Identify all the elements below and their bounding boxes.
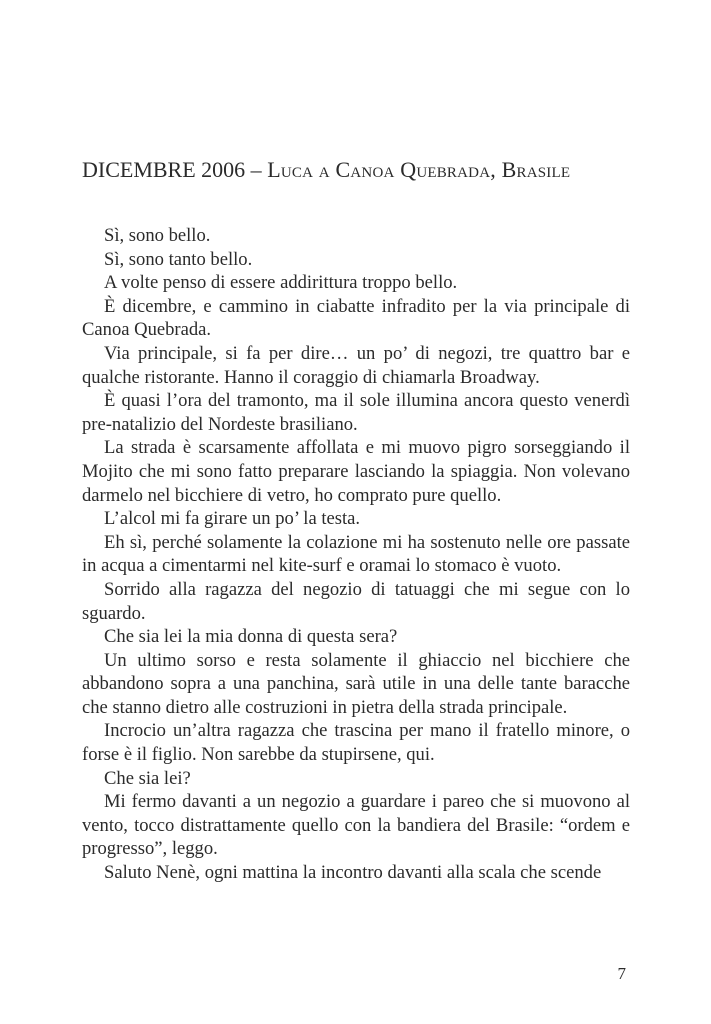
paragraph: Incrocio un’altra ragazza che trascina per mano il fratello minore, o forse è il figlio. Non sarebbe da stupirsene, qui. bbox=[82, 720, 630, 766]
paragraph: Che sia lei? bbox=[104, 767, 191, 789]
body-text bbox=[82, 224, 630, 885]
paragraph: Saluto Nenè, ogni mattina la incontro davanti alla scala che scende bbox=[104, 862, 602, 884]
paragraph: Sì, sono bello. bbox=[104, 225, 211, 246]
paragraph: L’alcol mi fa girare un po’ la testa. bbox=[104, 508, 361, 530]
paragraph: È dicembre, e cammino in ciabatte infradito per la via principale di Canoa Quebrada. bbox=[82, 295, 630, 341]
book-page bbox=[82, 0, 630, 1024]
paragraph: Un ultimo sorso e resta solamente il ghiaccio nel bicchiere che abbandono sopra a una panchina, sarà utile in una delle tante baracche che stanno dietro alle costruzioni in pietra della strada principale. bbox=[82, 649, 630, 718]
paragraph: Che sia lei la mia donna di questa sera? bbox=[104, 626, 398, 648]
paragraph: Eh sì, perché solamente la colazione mi ha sostenuto nelle ore passate in acqua a cimentarmi nel kite-surf e oramai lo stomaco è vuoto. bbox=[82, 531, 630, 577]
paragraph: È quasi l’ora del tramonto, ma il sole illumina ancora questo venerdì pre-natalizio del Nordeste brasiliano. bbox=[82, 390, 630, 435]
chapter-title-date: DICEMBRE 2006 – bbox=[82, 157, 268, 182]
paragraph: La strada è scarsamente affollata e mi muovo pigro sorseggiando il Mojito che mi sono fatto preparare lasciando la spiaggia. Non volevano darmelo nel bicchiere di vetro, ho comprato pure quello. bbox=[82, 437, 630, 506]
paragraph: Sorrido alla ragazza del negozio di tatuaggi che mi segue con lo sguardo. bbox=[82, 578, 630, 624]
paragraph: Mi fermo davanti a un negozio a guardare i pareo che si muovono al vento, tocco distrattamente quello con la bandiera del Brasile: “ordem e progresso”, leggo. bbox=[82, 791, 630, 860]
chapter-title-place: Luca a Canoa Quebrada, Brasile bbox=[267, 157, 571, 182]
paragraph: A volte penso di essere addirittura troppo bello. bbox=[104, 272, 458, 294]
paragraph: Sì, sono tanto bello. bbox=[104, 248, 253, 270]
paragraph: Via principale, si fa per dire… un po’ di negozi, tre quattro bar e qualche ristorante. Hanno il coraggio di chiamarla Broadway. bbox=[82, 342, 630, 388]
page-number: 7 bbox=[617, 964, 626, 983]
chapter-title bbox=[82, 153, 630, 187]
